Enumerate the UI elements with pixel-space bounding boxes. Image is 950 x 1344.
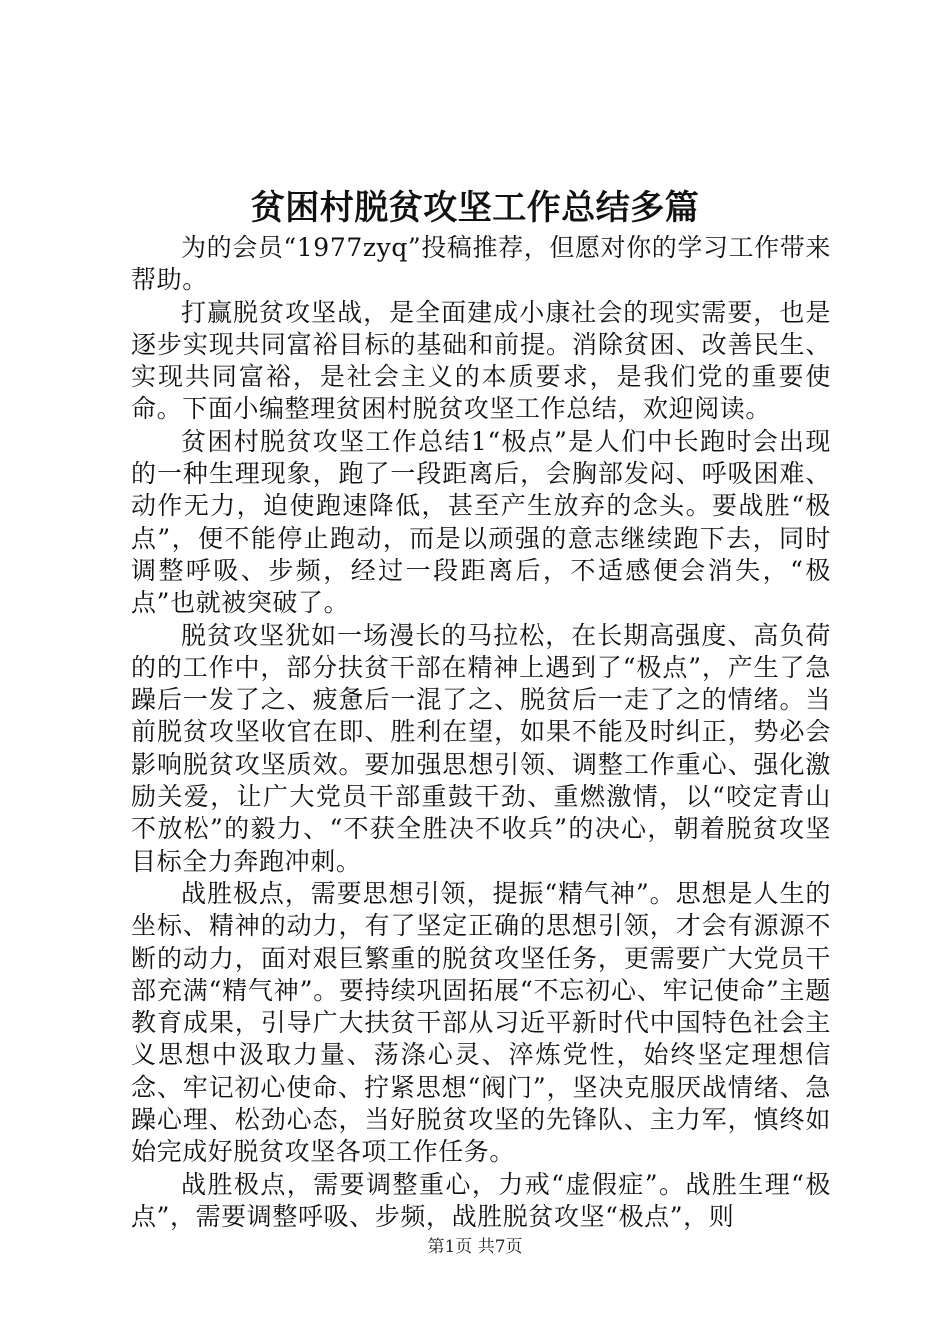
paragraph-marathon: 脱贫攻坚犹如一场漫长的马拉松，在长期高强度、高负荷的的工作中，部分扶贫干部在精神上遇到了“极点”，产生了急躁后一发了之、疲惫后一混了之、脱贫后一走了之的情绪。当前脱贫攻坚收官在即、胜利在望，如果不能及时纠正，势必会影响脱贫攻坚质效。要加强思想引领、调整工作重心、强化激励关爱，让广大党员干部重鼓干劲、重燃激情，以“咬定青山不放松”的毅力、“不获全胜决不收兵”的决心，朝着脱贫攻坚目标全力奔跑冲刺。 — [131, 620, 831, 876]
paragraph-adjust-focus: 战胜极点，需要调整重心，力戒“虚假症”。战胜生理“极点”，需要调整呼吸、步频，战胜脱贫攻坚“极点”，则 — [131, 1169, 831, 1231]
page-number-footer: 第1页 共7页 — [427, 1237, 523, 1257]
document-title: 贫困村脱贫攻坚工作总结多篇 — [250, 188, 700, 228]
paragraph-thought-guidance: 战胜极点，需要思想引领，提振“精气神”。思想是人生的坐标、精神的动力，有了坚定正确的思想引领，才会有源源不断的动力，面对艰巨繁重的脱贫攻坚任务，更需要广大党员干部充满“精气神”。要持续巩固拓展“不忘初心、牢记使命”主题教育成果，引导广大扶贫干部从习近平新时代中国特色社会主义思想中汲取力量、荡涤心灵、淬炼党性，始终坚定理想信念、牢记初心使命、拧紧思想“阀门”，坚决克服厌战情绪、急躁心理、松劲心态，当好脱贫攻坚的先锋队、主力军，慎终如始完成好脱贫攻坚各项工作任务。 — [131, 878, 831, 1167]
paragraph-intro: 为的会员“1977zyq”投稿推荐，但愿对你的学习工作带来帮助。 — [131, 233, 831, 295]
paragraph-summary-1: 贫困村脱贫攻坚工作总结1“极点”是人们中长跑时会出现的一种生理现象，跑了一段距离后，会胸部发闷、呼吸困难、动作无力，迫使跑速降低，甚至产生放弃的念头。要战胜“极点”，便不能停止跑动，而是以顽强的意志继续跑下去，同时调整呼吸、步频，经过一段距离后，不适感便会消失，“极点”也就被突破了。 — [131, 426, 831, 618]
document-body — [131, 232, 831, 1233]
paragraph-background: 打赢脱贫攻坚战，是全面建成小康社会的现实需要，也是逐步实现共同富裕目标的基础和前提。消除贫困、改善民生、实现共同富裕，是社会主义的本质要求，是我们党的重要使命。下面小编整理贫困村脱贫攻坚工作总结，欢迎阅读。 — [131, 297, 831, 424]
